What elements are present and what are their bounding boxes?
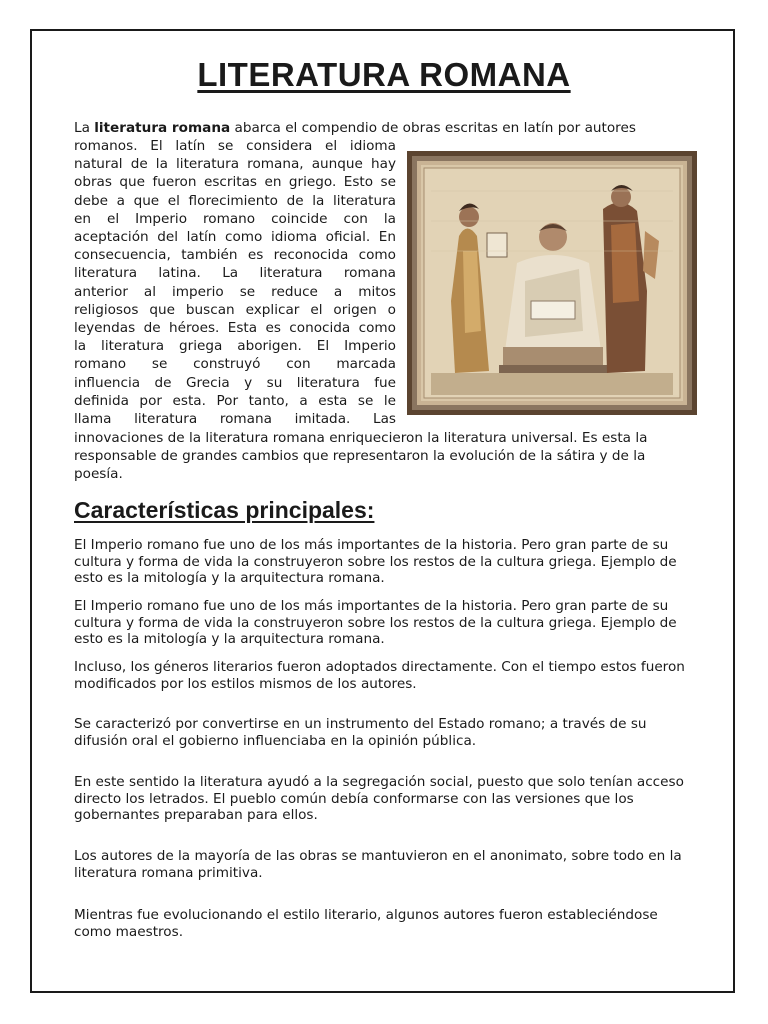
intro-line: romano se construyó con marcada (74, 356, 396, 373)
intro-line: obras que fueron escritas en griego. Esto se (74, 174, 396, 191)
intro-line: natural de la literatura romana, aunque hay (74, 156, 396, 173)
intro-line: literatura latina. La literatura romana (74, 265, 396, 282)
virgil-mosaic-image (407, 151, 697, 415)
intro-line: religiosos que buscan explicar el origen o (74, 301, 396, 318)
intro-line: poesía. (74, 466, 123, 483)
paragraph: El Imperio romano fue uno de los más importantes de la historia. Pero gran parte de su cultura y forma de vida la construyeron sobre los restos de la cultura griega. Ejemplo de esto es la mitología y la arquitectura romana. (74, 598, 677, 647)
intro-line: innovaciones de la literatura romana enriquecieron la literatura universal. Es esta la (74, 430, 648, 446)
paragraph: Los autores de la mayoría de las obras se mantuvieron en el anonimato, sobre todo en la literatura romana primitiva. (74, 848, 682, 881)
intro-line: la literatura griega aborigen. El Imperio (74, 338, 396, 355)
intro-line: romanos. El latín se considera el idioma (74, 138, 396, 154)
page-title: LITERATURA ROMANA (197, 56, 571, 93)
paragraph: Incluso, los géneros literarios fueron adoptados directamente. Con el tiempo estos fueron modificados por los estilos mismos de los autores. (74, 659, 685, 692)
intro-line: leyendas de héroes. Esta es conocida como (74, 320, 396, 337)
intro-line: en el Imperio romano coincide con la (74, 210, 396, 227)
paragraph: Se caracterizó por convertirse en un instrumento del Estado romano; a través de su difusión oral el gobierno influenciaba en la opinión pública. (74, 716, 647, 749)
intro-line: influencia de Grecia y su literatura fue (74, 374, 396, 391)
intro-line: llama literatura romana imitada. Las (74, 411, 396, 428)
intro-first-line: La literatura romana abarca el compendio de obras escritas en latín por autores (74, 120, 636, 136)
intro-line: debe a que el florecimiento de la literatura (74, 192, 396, 209)
intro-line: responsable de grandes cambios que representaron la evolución de la sátira y de la (74, 448, 646, 465)
intro-full-width (74, 429, 694, 484)
paragraph: Mientras fue evolucionando el estilo literario, algunos autores fueron estableciéndose como maestros. (74, 907, 658, 940)
intro-left-column (74, 137, 396, 428)
intro-line: anterior al imperio se reduce a mitos (74, 283, 396, 300)
intro-line: consecuencia, también es reconocida como (74, 247, 396, 264)
intro-line: definida por esta. Por tanto, a esta se le (74, 392, 396, 409)
section-heading: Características principales: (74, 497, 375, 523)
paragraph: El Imperio romano fue uno de los más importantes de la historia. Pero gran parte de su cultura y forma de vida la construyeron sobre los restos de la cultura griega. Ejemplo de esto es la mitología y la arquitectura romana. (74, 537, 677, 586)
intro-line: aceptación del latín como idioma oficial. En (74, 229, 396, 246)
paragraph: En este sentido la literatura ayudó a la segregación social, puesto que solo tenían acceso directo los letrados. El pueblo común debía conformarse con las versiones que los gobernantes preparaban para ellos. (74, 774, 684, 823)
